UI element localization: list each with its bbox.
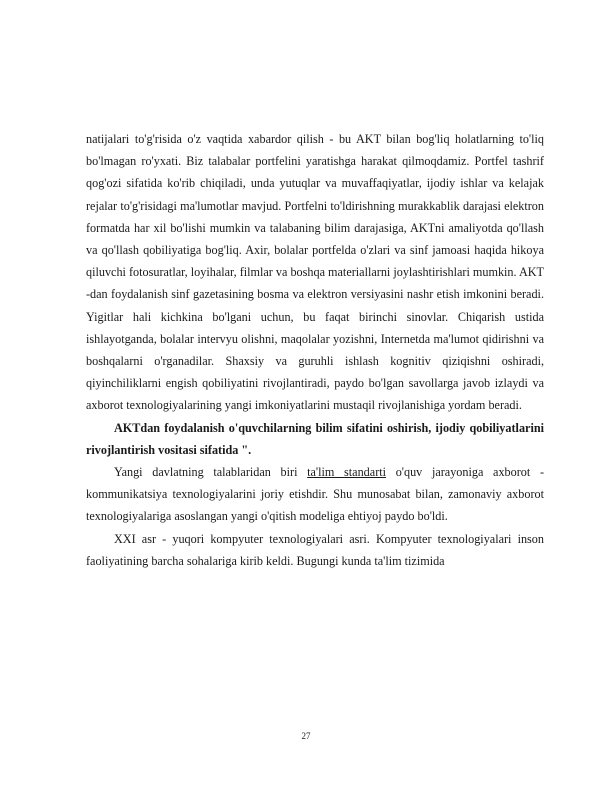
page-number: 27: [301, 731, 311, 741]
paragraph-text-after-link: o'quv jarayoniga axborot - kommunikatsiya texnologiyalarini joriy etishdir. Shu munosabat bilan, zamonaviy axborot texnologiyalariga asoslangan yangi o'qitish modeliga ehtiyoj paydo bo'ldi.: [86, 465, 544, 524]
body-paragraph-1: natijalari to'g'risida o'z vaqtida xabardor qilish - bu AKT bilan bog'liq holatlarning to'liq bo'lmagan ro'yxati. Biz talabalar portfelini yaratishga harakat qilmoqdamiz. Portfel tashrif qog'ozi sifatida ko'rib chiqiladi, unda yutuqlar va muvaffaqiyatlar, ijodiy ishlar va kelajak rejalar to'g'risidagi ma'lumotlar mavjud. Portfelni to'ldirishning murakkablik darajasi elektron formatda har xil bo'lishi mumkin va talabaning bilim darajasiga, AKTni amaliyotda qo'llash va qo'llash qobiliyatiga bog'liq. Axir, bolalar portfelda o'zlari va sinf jamoasi haqida hikoya qiluvchi fotosuratlar, loyihalar, filmlar va boshqa materiallarni joylashtirishlari mumkin. AKT -dan foydalanish sinf gazetasining bosma va elektron versiyasini nashr etish imkonini beradi. Yigitlar hali kichkina bo'lgani uchun, bu faqat birinchi sinovlar. Chiqarish ustida ishlayotganda, bolalar intervyu olishni, maqolalar yozishni, Internetda ma'lumot qidirishni va boshqalarni o'rganadilar. Shaxsiy va guruhli ishlash kognitiv qiziqishni oshiradi, qiyinchiliklarni engish qobiliyatini rivojlantiradi, paydo bo'lgan savollarga javob izlaydi va axborot texnologiyalarining yangi imkoniyatlarini mustaqil rivojlanishiga yordam beradi.: [86, 132, 544, 413]
document-page: [86, 128, 544, 572]
bold-heading-paragraph: AKTdan foydalanish o'quvchilarning bilim sifatini oshirish, ijodiy qobiliyatlarini rivojlantirish vositasi sifatida ".: [86, 420, 544, 457]
body-paragraph-4: XXI asr - yuqori kompyuter texnologiyalari asri. Kompyuter texnologiyalari inson faoliyatining barcha sohalariga kirib keldi. Bugungi kunda ta'lim tizimida: [86, 531, 544, 568]
paragraph-text-before-link: Yangi davlatning talablaridan biri: [114, 465, 308, 480]
body-paragraph-3: [86, 461, 544, 528]
education-standard-link[interactable]: ta'lim standarti: [307, 465, 387, 480]
